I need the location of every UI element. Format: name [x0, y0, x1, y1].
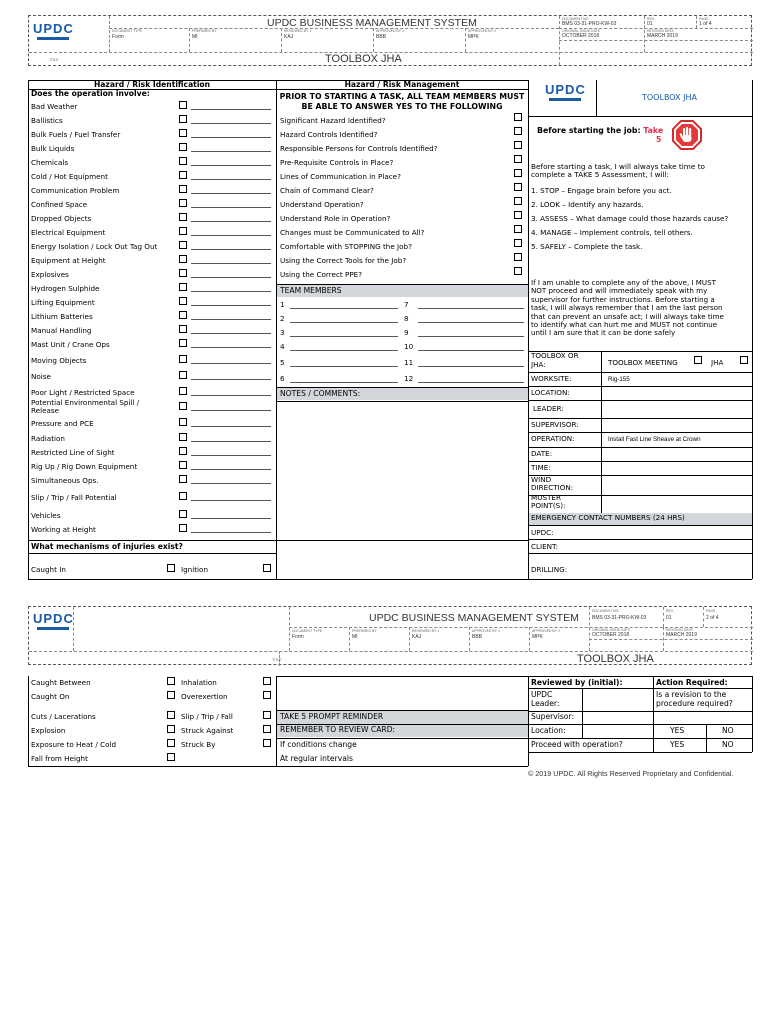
take5-warning-line: NOT proceed and will immediately speak with my — [531, 287, 708, 296]
reviewed-2: KAJ — [412, 634, 422, 640]
hazard-checkbox[interactable] — [179, 143, 187, 151]
hazard-checkbox[interactable] — [179, 199, 187, 207]
team-member-field[interactable] — [290, 350, 398, 351]
hazard-item-label: Communication Problem — [31, 186, 120, 195]
management-checkbox[interactable] — [514, 113, 522, 121]
hazard-item-label: Lifting Equipment — [31, 298, 95, 307]
updc-logo — [33, 21, 74, 40]
prepared-2: MI — [352, 634, 358, 640]
team-member-field[interactable] — [290, 336, 398, 337]
take5-prompt-reminder: TAKE 5 PROMPT REMINDER — [280, 712, 384, 721]
management-item-label: Significant Hazard Identified? — [280, 116, 386, 125]
hazard-note-line[interactable] — [191, 193, 271, 194]
revision-date: MARCH 2019 — [647, 33, 678, 39]
hazard-note-line[interactable] — [191, 363, 271, 364]
hazard-checkbox[interactable] — [179, 297, 187, 305]
hazard-item-label: Moving Objects — [31, 356, 87, 365]
team-member-number: 4 — [280, 342, 285, 351]
team-member-number: 6 — [280, 374, 285, 383]
hazard-checkbox[interactable] — [179, 475, 187, 483]
hazard-note-line[interactable] — [191, 151, 271, 152]
before-starting-text: Before starting the job: — [537, 126, 641, 135]
doc-no-label-2: DOCUMENT NO. — [592, 609, 620, 613]
system-title-2: UPDC BUSINESS MANAGEMENT SYSTEM — [369, 612, 579, 624]
action-required: Action Required: — [656, 678, 728, 687]
management-prompt — [278, 92, 526, 112]
mechanism-label: Inhalation — [181, 678, 217, 687]
hazard-note-line[interactable] — [191, 500, 271, 501]
approved2: MPK — [468, 34, 479, 40]
before-starting — [537, 126, 663, 135]
hazard-item-label: Noise — [31, 372, 51, 381]
wind-direction-field[interactable] — [603, 477, 751, 493]
hazard-checkbox[interactable] — [179, 447, 187, 455]
management-checkbox[interactable] — [514, 253, 522, 261]
revision-no[interactable]: NO — [722, 726, 734, 735]
toolbox-meeting-checkbox[interactable] — [694, 356, 702, 364]
take5-intro-2: complete a TAKE 5 Assessment, I will: — [531, 170, 670, 179]
mechanism-label: Fall from Height — [31, 754, 88, 763]
team-member-number: 5 — [280, 358, 285, 367]
operation-value[interactable]: Install Fast Line Sheave at Crown — [608, 436, 701, 443]
hazard-checkbox[interactable] — [179, 255, 187, 263]
take5-step: 4. MANAGE – Implement controls, tell others. — [531, 228, 693, 237]
mechanism-label: Struck By — [181, 740, 216, 749]
team-member-number: 3 — [280, 328, 285, 337]
hazard-note-line[interactable] — [191, 469, 271, 470]
muster-label-1: MUSTER — [531, 494, 561, 502]
title-label: TITLE — [49, 58, 59, 62]
header-page-1 — [28, 15, 752, 66]
management-item-label: Understand Role in Operation? — [280, 214, 391, 223]
hazard-item-label: Slip / Trip / Fall Potential — [31, 493, 117, 502]
team-members-title: TEAM MEMBERS — [280, 286, 342, 295]
hazard-item-label: Lithium Batteries — [31, 312, 93, 321]
hazard-item-label: Ballistics — [31, 116, 63, 125]
mechanism-checkbox[interactable] — [167, 691, 175, 699]
reviewed-label: REVIEWED BY 1 — [284, 29, 312, 33]
hazard-checkbox[interactable] — [179, 355, 187, 363]
page-number: 1 of 4 — [699, 21, 712, 27]
hazard-note-line[interactable] — [191, 291, 271, 292]
title-label-2: TITLE — [272, 658, 282, 662]
supervisor-initial[interactable] — [584, 712, 652, 723]
hazard-item-label: Vehicles — [31, 511, 61, 520]
hazard-item-label: Radiation — [31, 434, 65, 443]
reviewed-label-2: REVIEWED BY 1 — [412, 629, 440, 633]
management-checkbox[interactable] — [514, 183, 522, 191]
management-item-label: Using the Correct PPE? — [280, 270, 363, 279]
mechanisms-title: What mechanisms of injuries exist? — [31, 542, 183, 551]
management-checkbox[interactable] — [514, 169, 522, 177]
approved2-2: MPK — [532, 634, 543, 640]
team-member-field[interactable] — [290, 308, 398, 309]
team-member-field[interactable] — [418, 322, 524, 323]
team-member-field[interactable] — [418, 336, 524, 337]
five-text: 5 — [656, 135, 662, 144]
hazard-note-line[interactable] — [191, 441, 271, 442]
hazard-checkbox[interactable] — [179, 101, 187, 109]
hazard-note-line[interactable] — [191, 165, 271, 166]
form-title-2: TOOLBOX JHA — [577, 653, 654, 665]
at-regular-intervals: At regular intervals — [280, 754, 353, 763]
team-member-field[interactable] — [418, 366, 524, 367]
proceed-yes[interactable]: YES — [670, 740, 685, 749]
hazard-note-line[interactable] — [191, 277, 271, 278]
date-field[interactable] — [603, 448, 751, 460]
mechanism-checkbox[interactable] — [263, 725, 271, 733]
mechanism-checkbox[interactable] — [167, 753, 175, 761]
take5-warning-line: that can prevent an unsafe act; I will always take time — [531, 312, 724, 321]
time-label: TIME: — [531, 463, 551, 472]
mechanism-checkbox[interactable] — [263, 739, 271, 747]
doc-type: Form — [112, 34, 124, 40]
team-member-number: 9 — [404, 328, 409, 337]
page-number-2: 2 of 4 — [706, 615, 719, 621]
doc-no-2: BMS 03-31-PRO-KW-03 — [592, 615, 647, 621]
take5-warning-line: If I am unable to complete any of the above, I MUST — [531, 279, 716, 287]
location-initial[interactable] — [584, 726, 652, 737]
proceed-operation: Proceed with operation? — [531, 740, 623, 749]
revision-date-2: MARCH 2019 — [666, 632, 697, 638]
doc-type-label-2: DOCUMENT TYPE — [292, 629, 323, 633]
team-member-field[interactable] — [290, 366, 398, 367]
hazard-note-line[interactable] — [191, 410, 271, 411]
mechanism-checkbox[interactable] — [263, 677, 271, 685]
hazard-item-label: Bad Weather — [31, 102, 78, 111]
hazard-note-line[interactable] — [191, 263, 271, 264]
doc-no-label: DOCUMENT NO. — [562, 17, 590, 21]
approved1-label-2: APPROVED BY 1 — [472, 629, 500, 633]
hazard-checkbox[interactable] — [179, 171, 187, 179]
notes-title: NOTES / COMMENTS: — [280, 389, 361, 398]
approved1: BBB — [376, 34, 387, 40]
wind-label-1: WIND — [531, 476, 552, 484]
rev-label-2: REV. — [666, 609, 674, 613]
reviewed-by: Reviewed by (initial): — [531, 678, 623, 687]
take5-step: 3. ASSESS – What damage could those hazards cause? — [531, 214, 729, 223]
hazard-item-label: Restricted Line of Sight — [31, 448, 115, 457]
hazard-checkbox[interactable] — [179, 269, 187, 277]
hazard-item-label: Energy Isolation / Lock Out Tag Out — [31, 242, 158, 251]
hazard-checkbox[interactable] — [179, 115, 187, 123]
hazard-item-label: Confined Space — [31, 200, 88, 209]
jha-label: JHA: — [531, 361, 546, 369]
orig-date-2: OCTOBER 2018 — [592, 632, 630, 638]
take5-step: 5. SAFELY – Complete the task. — [531, 242, 643, 251]
team-member-number: 8 — [404, 314, 409, 323]
prepared-label-2: PREPARED BY — [352, 629, 377, 633]
orig-date-label-2: ORIGINAL ISSUE DATE — [592, 628, 631, 632]
hazard-checkbox[interactable] — [179, 371, 187, 379]
location-field[interactable] — [603, 387, 751, 399]
team-member-number: 1 — [280, 300, 285, 309]
hazard-item-label: Chemicals — [31, 158, 69, 167]
jha-checkbox[interactable] — [740, 356, 748, 364]
hazard-note-line[interactable] — [191, 249, 271, 250]
management-item-label: Understand Operation? — [280, 200, 364, 209]
take5-intro-1: Before starting a task, I will always take time to — [531, 162, 706, 171]
team-member-field[interactable] — [418, 350, 524, 351]
hazard-checkbox[interactable] — [179, 339, 187, 347]
mechanism-label: Caught In — [31, 565, 66, 574]
orig-date-label: ORIGINAL ISSUE DATE — [562, 29, 601, 33]
prepared-label: PREPARED BY — [192, 29, 217, 33]
mechanism-checkbox[interactable] — [263, 711, 271, 719]
hazard-checkbox[interactable] — [179, 325, 187, 333]
hazard-col-title: Hazard / Risk Identification — [93, 80, 211, 89]
review-location: Location: — [531, 726, 566, 735]
hazard-item-label: Pressure and PCE — [31, 419, 94, 428]
hazard-item-label: Equipment at Height — [31, 256, 106, 265]
hazard-item-label: Cold / Hot Equipment — [31, 172, 108, 181]
management-item-label: Changes must be Communicated to All? — [280, 228, 425, 237]
hazard-note-line[interactable] — [191, 123, 271, 124]
worksite-value[interactable]: Rig-155 — [608, 376, 630, 383]
management-item-label: Responsible Persons for Controls Identified? — [280, 144, 438, 153]
mechanism-label: Exposure to Heat / Cold — [31, 740, 117, 749]
team-member-field[interactable] — [290, 382, 398, 383]
hazard-item-label: Rig Up / Rig Down Equipment — [31, 462, 138, 471]
hazard-note-line[interactable] — [191, 207, 271, 208]
hazard-item-label: Bulk Fuels / Fuel Transfer — [31, 130, 121, 139]
management-checkbox[interactable] — [514, 225, 522, 233]
hazard-note-line[interactable] — [191, 319, 271, 320]
hazard-note-line[interactable] — [191, 379, 271, 380]
team-member-field[interactable] — [290, 322, 398, 323]
take5-step: 1. STOP – Engage brain before you act. — [531, 186, 672, 195]
mechanism-checkbox[interactable] — [263, 691, 271, 699]
rev-label: REV. — [647, 17, 655, 21]
revision-date-label-2: REVISION DATE — [666, 628, 693, 632]
management-item-label: Comfortable with STOPPING the Job? — [280, 242, 412, 251]
take5-warning-line: until I am sure that it can be done safely — [531, 329, 676, 338]
hazard-checkbox[interactable] — [179, 492, 187, 500]
hazard-note-line[interactable] — [191, 109, 271, 110]
hazard-note-line[interactable] — [191, 532, 271, 533]
mechanism-label: Caught On — [31, 692, 70, 701]
management-checkbox[interactable] — [514, 211, 522, 219]
management-item-label: Using the Correct Tools for the Job? — [280, 256, 407, 265]
hazard-item-label: Dropped Objects — [31, 214, 92, 223]
management-item-label: Chain of Command Clear? — [280, 186, 374, 195]
hazard-checkbox[interactable] — [179, 418, 187, 426]
management-item-label: Pre-Requisite Controls in Place? — [280, 158, 394, 167]
stop-hand-icon — [672, 120, 702, 150]
hazard-note-line[interactable] — [191, 235, 271, 236]
hazard-item-label: Explosives — [31, 270, 69, 279]
hazard-checkbox[interactable] — [179, 283, 187, 291]
if-conditions-change: If conditions change — [280, 740, 357, 749]
mechanism-checkbox[interactable] — [263, 564, 271, 572]
team-member-field[interactable] — [418, 308, 524, 309]
hazard-note-line[interactable] — [191, 518, 271, 519]
management-prompt-text: PRIOR TO STARTING A TASK, ALL TEAM MEMBERS MUST BE ABLE TO ANSWER YES TO THE FOLLOWING — [279, 92, 525, 111]
client-contact-label: CLIENT: — [531, 542, 559, 551]
hazard-checkbox[interactable] — [179, 387, 187, 395]
hazard-checkbox[interactable] — [179, 241, 187, 249]
leader-label: LEADER: — [533, 404, 564, 413]
updc-logo-small — [545, 82, 586, 101]
hazard-item-label: Mast Unit / Crane Ops — [31, 340, 110, 349]
hazard-checkbox[interactable] — [179, 524, 187, 532]
reviewed: KAJ — [284, 34, 294, 40]
hazard-item-label: Bulk Liquids — [31, 144, 75, 153]
hazard-note-line[interactable] — [191, 347, 271, 348]
mechanism-checkbox[interactable] — [167, 677, 175, 685]
hazard-item-label: Simultaneous Ops. — [31, 476, 99, 485]
updc-logo-2 — [33, 611, 74, 630]
revision-date-label: REVISION DATE — [647, 29, 674, 33]
management-checkbox[interactable] — [514, 127, 522, 135]
hazard-note-line[interactable] — [191, 179, 271, 180]
take5-step: 2. LOOK – Identify any hazards. — [531, 200, 644, 209]
logo-text-2: UPDC — [33, 611, 74, 626]
hazard-note-line[interactable] — [191, 305, 271, 306]
take5-title: TOOLBOX JHA — [642, 93, 697, 102]
hazard-item-label: Working at Height — [31, 525, 96, 534]
mechanism-label: Ignition — [181, 565, 209, 574]
hazard-note-line[interactable] — [191, 426, 271, 427]
wind-label-2: DIRECTION: — [531, 484, 574, 492]
revision-yes[interactable]: YES — [670, 726, 685, 735]
toolbox-or-label: TOOLBOX OR — [531, 352, 579, 360]
take5-warning-line: to identify what can hurt me and MUST not continue — [531, 321, 718, 329]
management-checkbox[interactable] — [514, 197, 522, 205]
doc-type-label: DOCUMENT TYPE — [112, 29, 143, 33]
hazard-note-line[interactable] — [191, 333, 271, 334]
rev: 01 — [647, 21, 653, 27]
hazard-checkbox[interactable] — [179, 402, 187, 410]
approved1-label: APPROVED BY 1 — [376, 29, 404, 33]
drilling-contact-label: DRILLING: — [531, 565, 568, 574]
hazard-item-label: Manual Handling — [31, 326, 92, 335]
hazard-item-label: Poor Light / Restricted Space — [31, 388, 135, 397]
hazard-checkbox[interactable] — [179, 510, 187, 518]
hazard-checkbox[interactable] — [179, 157, 187, 165]
management-checkbox[interactable] — [514, 267, 522, 275]
hazard-note-line[interactable] — [191, 395, 271, 396]
hazard-checkbox[interactable] — [179, 213, 187, 221]
take-text: Take — [643, 126, 664, 135]
hazard-note-line[interactable] — [191, 455, 271, 456]
leader-field[interactable] — [603, 403, 751, 415]
date-label: DATE: — [531, 449, 553, 458]
operation-label: OPERATION: — [531, 434, 575, 443]
mechanism-checkbox[interactable] — [167, 564, 175, 572]
mechanism-label: Struck Against — [181, 726, 234, 735]
review-supervisor: Supervisor: — [531, 712, 575, 721]
team-member-number: 10 — [404, 342, 414, 351]
orig-date: OCTOBER 2018 — [562, 33, 600, 39]
supervisor-field[interactable] — [603, 419, 751, 431]
hazard-note-line[interactable] — [191, 483, 271, 484]
remember-review-card: REMEMBER TO REVIEW CARD: — [280, 725, 396, 734]
worksite-label: WORKSITE: — [531, 374, 572, 383]
muster-point-field[interactable] — [603, 497, 751, 512]
updc-leader-initial[interactable] — [584, 690, 652, 710]
hazard-checkbox[interactable] — [179, 311, 187, 319]
mechanism-label: Explosion — [31, 726, 66, 735]
system-title: UPDC BUSINESS MANAGEMENT SYSTEM — [267, 17, 477, 29]
page-label: PAGE — [699, 17, 709, 21]
mechanism-label: Slip / Trip / Fall — [181, 712, 233, 721]
management-col-title: Hazard / Risk Management — [344, 80, 460, 89]
copyright-footer: © 2019 UPDC. All Rights Reserved Proprietary and Confidential. — [528, 769, 734, 778]
revision-question-2: procedure required? — [656, 699, 733, 708]
hazard-checkbox[interactable] — [179, 433, 187, 441]
approved2-label: APPROVED BY 2 — [468, 29, 496, 33]
muster-label-2: POINT(S): — [531, 502, 566, 510]
team-member-number: 2 — [280, 314, 285, 323]
location-label: LOCATION: — [531, 388, 570, 397]
header-page-2 — [28, 606, 752, 665]
toolbox-meeting-label: TOOLBOX MEETING — [608, 358, 678, 367]
hazard-item-label: Hydrogen Sulphide — [31, 284, 100, 293]
mechanism-label: Overexertion — [181, 692, 228, 701]
hazard-checkbox[interactable] — [179, 129, 187, 137]
hazard-note-line[interactable] — [191, 221, 271, 222]
form-title: TOOLBOX JHA — [325, 53, 402, 65]
management-checkbox[interactable] — [514, 141, 522, 149]
updc-contact-label: UPDC: — [531, 528, 554, 537]
logo-text: UPDC — [33, 21, 74, 36]
updc-leader-1: UPDC — [531, 690, 553, 699]
take5-warning-line: supervisor for further instructions. Before starting a — [531, 295, 715, 304]
mechanism-checkbox[interactable] — [167, 739, 175, 747]
mechanism-label: Cuts / Lacerations — [31, 712, 96, 721]
management-item-label: Lines of Communication in Place? — [280, 172, 401, 181]
hazard-checkbox[interactable] — [179, 227, 187, 235]
hazard-item-label: Electrical Equipment — [31, 228, 106, 237]
management-checkbox[interactable] — [514, 155, 522, 163]
team-member-field[interactable] — [418, 382, 524, 383]
logo-text-small: UPDC — [545, 82, 586, 97]
time-field[interactable] — [603, 462, 751, 474]
approved1-2: BBB — [472, 634, 483, 640]
management-item-label: Hazard Controls Identified? — [280, 130, 378, 139]
page-label-2: PAGE — [706, 609, 716, 613]
team-member-number: 7 — [404, 300, 409, 309]
doc-type-2: Form — [292, 634, 304, 640]
hazard-question: Does the operation involve: — [31, 89, 150, 98]
emergency-contacts-title: EMERGENCY CONTACT NUMBERS (24 HRS) — [531, 513, 685, 522]
team-member-number: 12 — [404, 374, 414, 383]
updc-leader-2: Leader: — [531, 699, 560, 708]
hazard-checkbox[interactable] — [179, 461, 187, 469]
hazard-checkbox[interactable] — [179, 185, 187, 193]
proceed-no[interactable]: NO — [722, 740, 734, 749]
management-checkbox[interactable] — [514, 239, 522, 247]
jha-option-label: JHA — [711, 358, 724, 367]
team-member-number: 11 — [404, 358, 414, 367]
supervisor-label: SUPERVISOR: — [531, 420, 579, 429]
approved2-label-2: APPROVED BY 2 — [532, 629, 560, 633]
notes-area[interactable] — [277, 402, 527, 539]
revision-question-1: Is a revision to the — [656, 690, 727, 699]
rev-2: 01 — [666, 615, 672, 621]
take5-warning-line: task, I will always remember that I am the last person — [531, 304, 723, 313]
mechanism-checkbox[interactable] — [167, 725, 175, 733]
prepared: MI — [192, 34, 198, 40]
hazard-note-line[interactable] — [191, 137, 271, 138]
hazard-item-label: Potential Environmental Spill / Release — [31, 399, 140, 415]
mechanism-checkbox[interactable] — [167, 711, 175, 719]
mechanism-label: Caught Between — [31, 678, 91, 687]
doc-no: BMS 03-31-PRO-KW-03 — [562, 21, 617, 27]
